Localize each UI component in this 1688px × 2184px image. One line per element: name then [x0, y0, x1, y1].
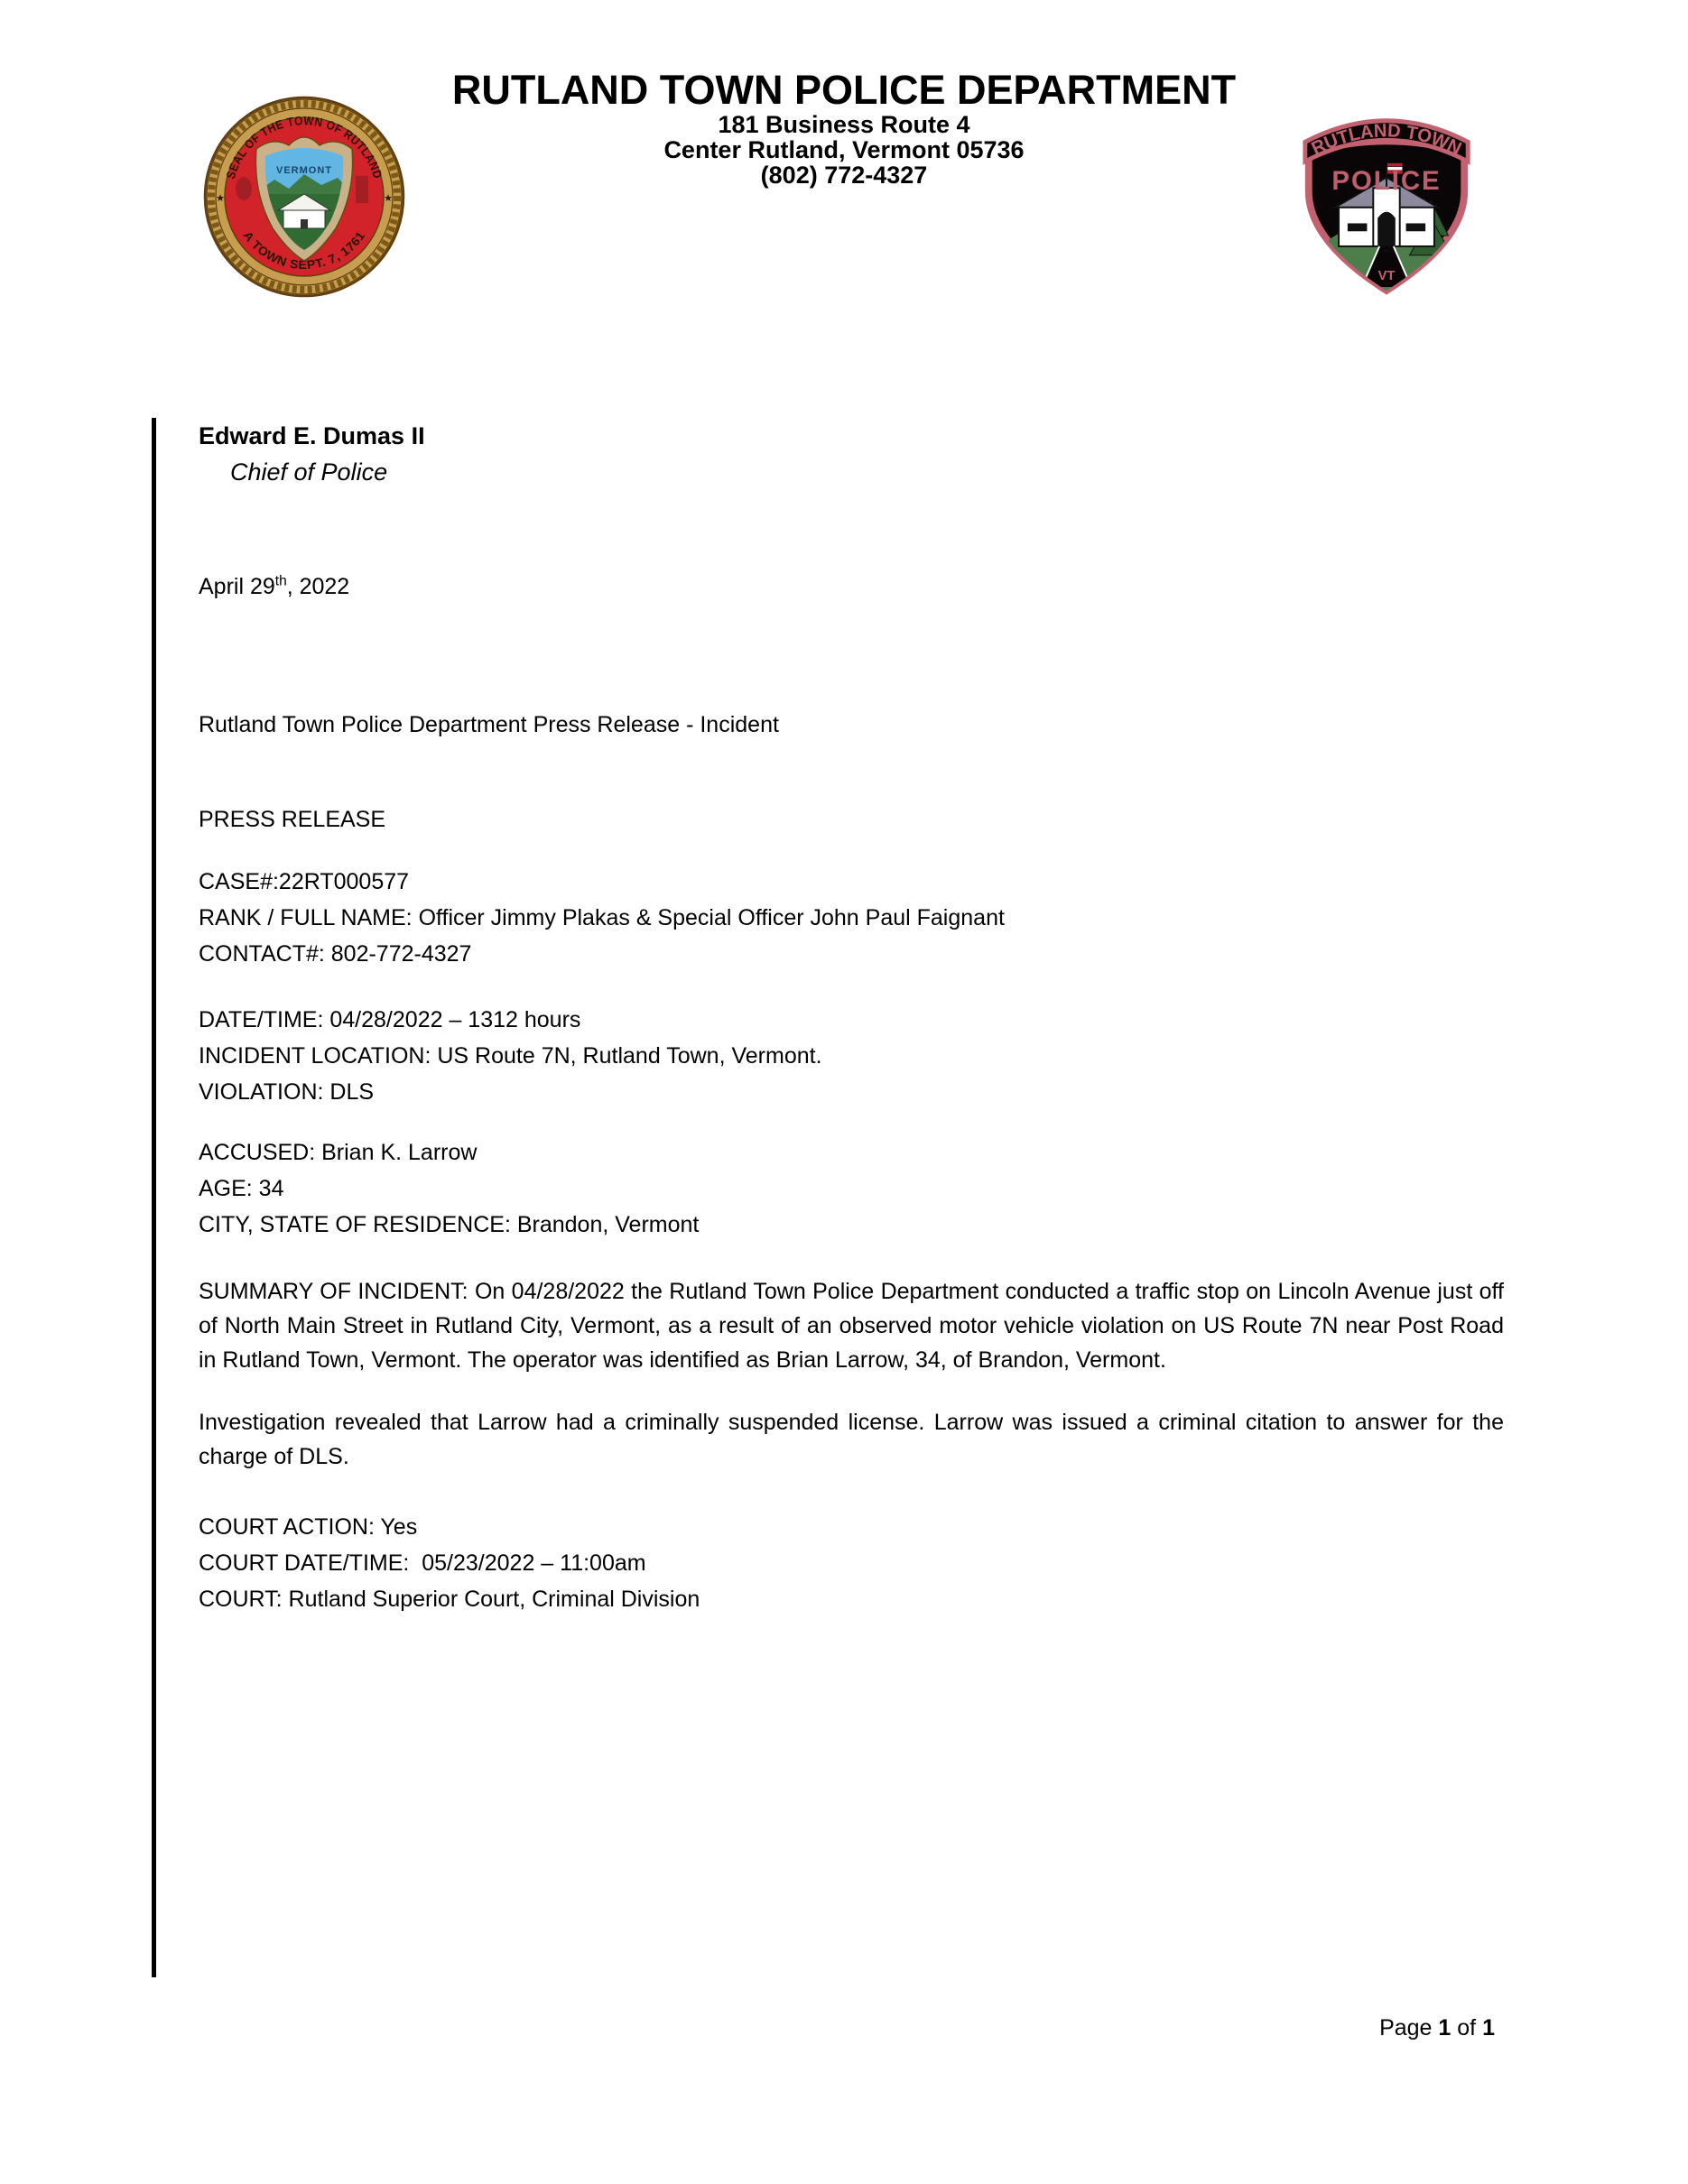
patch-state-text: VT — [1377, 269, 1396, 284]
left-border-rule — [152, 418, 156, 1977]
press-release-label: PRESS RELEASE — [199, 807, 386, 832]
phone-number: (802) 772-4327 — [760, 162, 928, 189]
seal-arc-top-text: SEAL OF THE TOWN OF RUTLAND — [223, 114, 385, 181]
seal-star-left: ★ — [216, 193, 225, 204]
rank-full-name-line: RANK / FULL NAME: Officer Jimmy Plakas & Special Officer John Paul Faignant — [199, 905, 1005, 930]
town-seal-icon — [200, 92, 408, 301]
seal-star-right: ★ — [384, 193, 393, 204]
contact-line: CONTACT#: 802-772-4327 — [199, 941, 472, 967]
court-date-time-line: COURT DATE/TIME: 05/23/2022 – 11:00am — [199, 1550, 646, 1576]
police-patch-icon — [1298, 101, 1475, 298]
summary-paragraph: SUMMARY OF INCIDENT: On 04/28/2022 the Rutland Town Police Department conducted a traffic stop on Lincoln Avenue just off of North Main Street in Rutland City, Vermont, as a result of an observed motor vehicle violation on US Route 7N near Post Road in Rutland Town, Vermont. The operator was identified as Brian Larrow, 34, of Brandon, Vermont. — [199, 1279, 1504, 1373]
chief-name: Edward E. Dumas II — [199, 422, 425, 449]
court-line: COURT: Rutland Superior Court, Criminal Division — [199, 1587, 700, 1612]
date-text: April 29 — [199, 574, 275, 599]
page-footer — [1379, 2015, 1495, 2041]
town-seal-graphic — [200, 92, 408, 301]
accused-line: ACCUSED: Brian K. Larrow — [199, 1140, 478, 1165]
document-body — [199, 418, 1504, 1617]
address-line-1: 181 Business Route 4 — [718, 111, 970, 138]
footer-page-number: 1 — [1438, 2015, 1451, 2041]
footer-total-pages: 1 — [1482, 2015, 1495, 2041]
incident-info-block — [199, 1002, 1504, 1110]
footer-of-word: of — [1457, 2015, 1477, 2041]
date-time-line: DATE/TIME: 04/28/2022 – 1312 hours — [199, 1007, 581, 1032]
date-line — [199, 569, 1504, 605]
address-line-2: Center Rutland, Vermont 05736 — [663, 136, 1025, 163]
case-info-block — [199, 864, 1504, 972]
residence-line: CITY, STATE OF RESIDENCE: Brandon, Vermont — [199, 1212, 700, 1237]
investigation-paragraph: Investigation revealed that Larrow had a criminally suspended license. Larrow was issued a criminal citation to answer for the charge of DLS. — [199, 1410, 1504, 1469]
seal-arc-bottom-text: A TOWN SEPT. 7, 1761 — [240, 228, 368, 273]
patch-police-text: POLICE — [1331, 166, 1442, 197]
date-year: , 2022 — [286, 574, 350, 599]
department-title: RUTLAND TOWN POLICE DEPARTMENT — [451, 67, 1237, 113]
incident-location-line: INCIDENT LOCATION: US Route 7N, Rutland Town, Vermont. — [199, 1043, 822, 1069]
footer-page-word: Page — [1379, 2015, 1433, 2041]
court-info-block — [199, 1509, 1504, 1617]
subject-line: Rutland Town Police Department Press Release - Incident — [199, 712, 779, 737]
patch-arc-text: RUTLAND TOWN — [1308, 120, 1465, 160]
seal-banner-text: VERMONT — [276, 165, 332, 176]
age-line: AGE: 34 — [199, 1176, 284, 1201]
case-number-line: CASE#:22RT000577 — [199, 869, 410, 894]
court-action-line: COURT ACTION: Yes — [199, 1514, 418, 1540]
violation-line: VIOLATION: DLS — [199, 1079, 375, 1105]
accused-info-block — [199, 1134, 1504, 1243]
police-patch-graphic — [1298, 101, 1475, 298]
chief-title: Chief of Police — [230, 458, 388, 486]
date-ordinal-suffix: th — [274, 573, 287, 589]
